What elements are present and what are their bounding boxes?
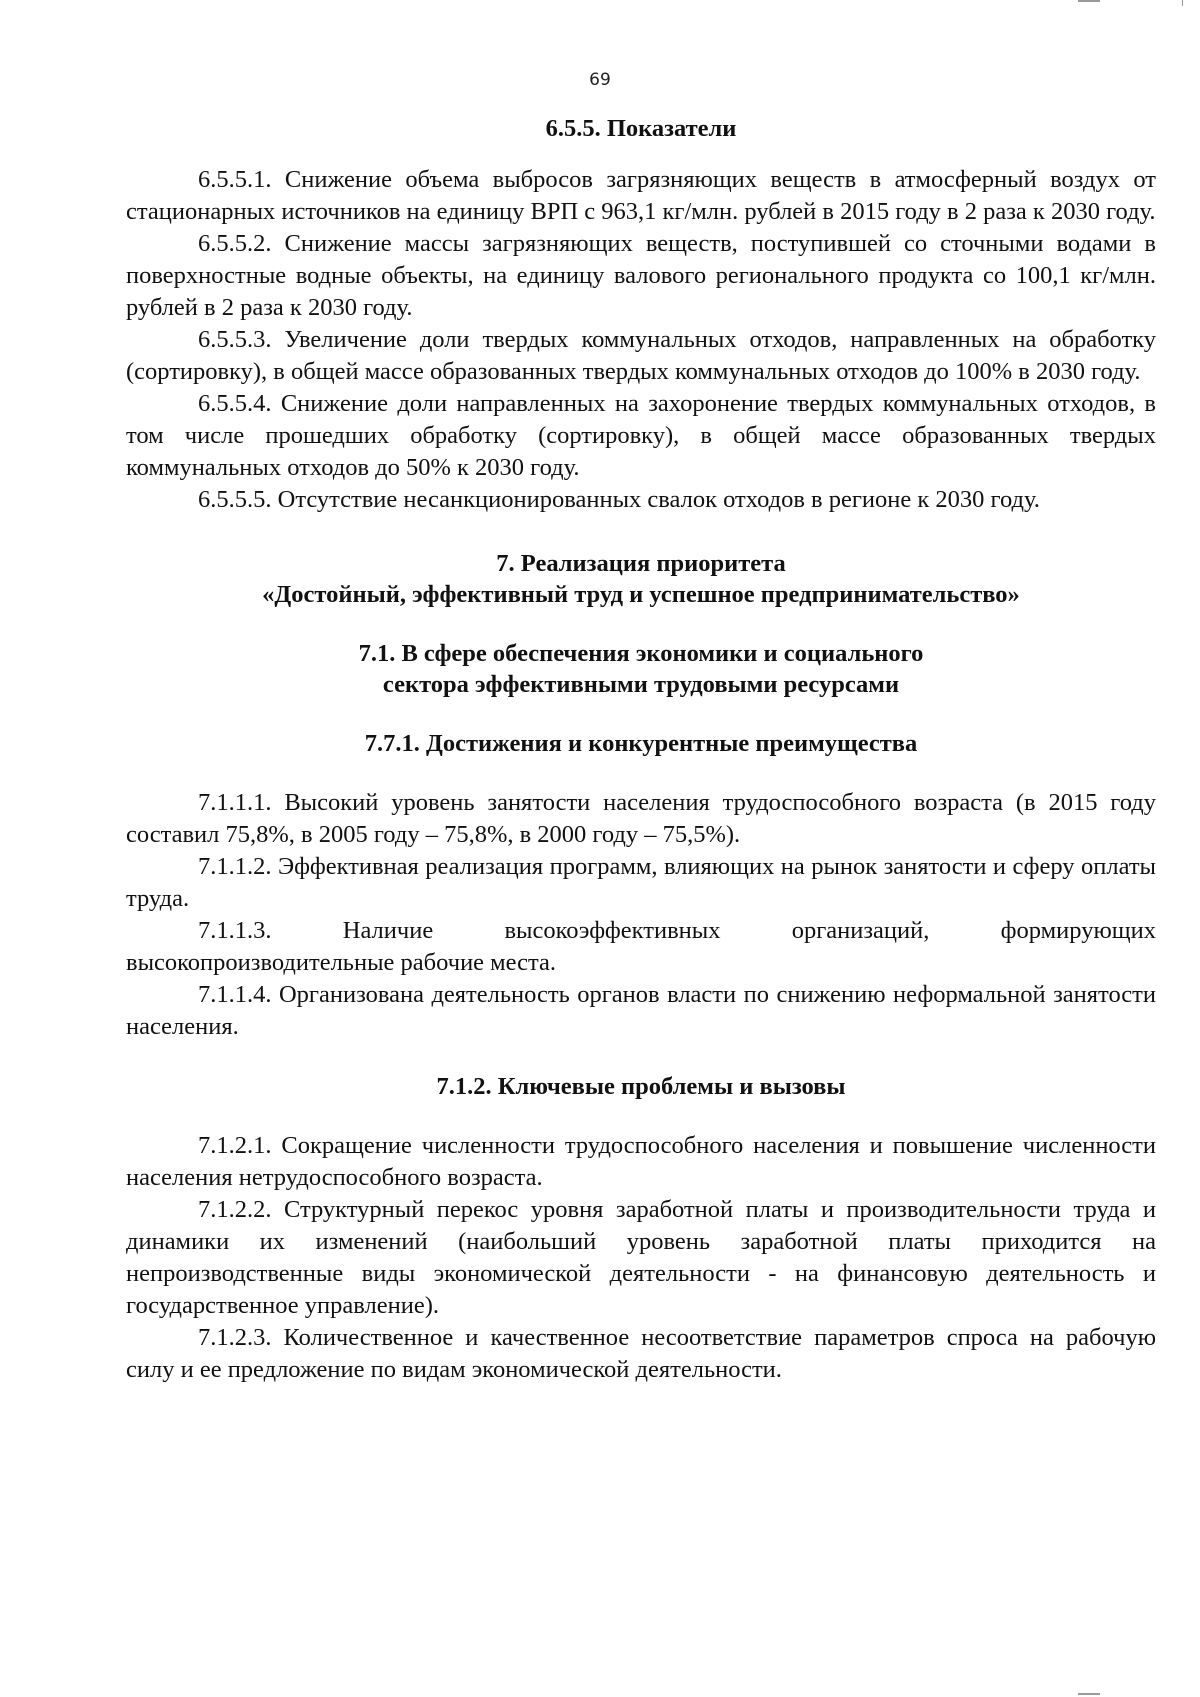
section-heading-7-1-line1: 7.1. В сфере обеспечения экономики и социального <box>358 640 924 667</box>
paragraph-7-1-1-3: 7.1.1.3. Наличие высокоэффективных организаций, формирующих высокопроизводительные рабочие места. <box>126 917 1156 976</box>
document-body <box>126 113 1156 1386</box>
paragraph-7-1-1-1: 7.1.1.1. Высокий уровень занятости населения трудоспособного возраста (в 2015 году составил 75,8%, в 2005 году – 75,8%, в 2000 году – 75,5%). <box>126 789 1156 848</box>
section-heading-7-1-line2: сектора эффективными трудовыми ресурсами <box>382 671 900 698</box>
paragraph-7-1-2-3: 7.1.2.3. Количественное и качественное несоответствие параметров спроса на рабочую силу и ее предложение по видам экономической деятельности. <box>126 1324 1156 1383</box>
page-number: 69 <box>589 70 611 90</box>
paragraph-6-5-5-2: 6.5.5.2. Снижение массы загрязняющих веществ, поступившей со сточными водами в поверхностные водные объекты, на единицу валового регионального продукта со 100,1 кг/млн. рублей в 2 раза к 2030 году. <box>126 230 1156 321</box>
paragraph-7-1-2-2: 7.1.2.2. Структурный перекос уровня заработной платы и производительности труда и динамики их изменений (наибольший уровень заработной платы приходится на непроизводственные виды экономической деятельности - на финансовую деятельность и государственное управление). <box>126 1196 1156 1319</box>
section-heading-7-1-2: 7.1.2. Ключевые проблемы и вызовы <box>436 1073 846 1100</box>
section-heading-6-5-5: 6.5.5. Показатели <box>545 115 737 142</box>
scan-artifact-bottom-right <box>1078 1693 1100 1695</box>
scan-artifact-top-right-tick <box>1182 0 1183 6</box>
scan-artifact-top-right <box>1078 0 1100 2</box>
paragraph-6-5-5-1: 6.5.5.1. Снижение объема выбросов загрязняющих веществ в атмосферный воздух от стационарных источников на единицу ВРП с 963,1 кг/млн. рублей в 2015 году в 2 раза к 2030 году. <box>126 166 1156 225</box>
section-heading-7-7-1: 7.7.1. Достижения и конкурентные преимущества <box>364 730 918 757</box>
paragraph-6-5-5-4: 6.5.5.4. Снижение доли направленных на захоронение твердых коммунальных отходов, в том числе прошедших обработку (сортировку), в общей массе образованных твердых коммунальных отходов до 50% к 2030 году. <box>126 390 1156 481</box>
paragraph-7-1-1-2: 7.1.1.2. Эффективная реализация программ, влияющих на рынок занятости и сферу оплаты труда. <box>126 853 1156 912</box>
paragraph-6-5-5-3: 6.5.5.3. Увеличение доли твердых коммунальных отходов, направленных на обработку (сортировку), в общей массе образованных твердых коммунальных отходов до 100% в 2030 году. <box>126 326 1156 385</box>
paragraph-6-5-5-5: 6.5.5.5. Отсутствие несанкционированных свалок отходов в регионе к 2030 году. <box>198 486 1040 513</box>
paragraph-7-1-2-1: 7.1.2.1. Сокращение численности трудоспособного населения и повышение численности населения нетрудоспособного возраста. <box>126 1132 1156 1191</box>
section-heading-7-line1: 7. Реализация приоритета <box>496 550 786 577</box>
section-heading-7-line2: «Достойный, эффективный труд и успешное предпринимательство» <box>262 581 1020 608</box>
paragraph-7-1-1-4: 7.1.1.4. Организована деятельность органов власти по снижению неформальной занятости населения. <box>126 981 1156 1040</box>
